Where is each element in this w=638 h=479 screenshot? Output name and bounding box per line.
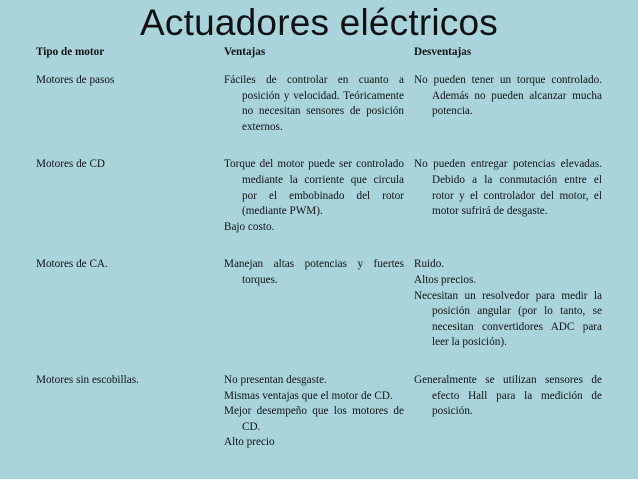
advantages-cell <box>224 67 414 151</box>
motor-type-cell: Motores de CD <box>36 158 105 171</box>
table-row <box>36 251 602 367</box>
table-row <box>36 151 602 251</box>
advantage-item: Mismas ventajas que el motor de CD. <box>224 389 393 402</box>
disadvantage-item: Generalmente se utilizan sensores de efecto Hall para la medición de posición. <box>414 373 602 418</box>
header-motor-type: Tipo de motor <box>36 46 105 58</box>
advantages-cell <box>224 251 414 367</box>
motor-type-cell: Motores de pasos <box>36 74 115 86</box>
table-row <box>36 67 602 151</box>
disadvantage-item: Necesitan un resolvedor para medir la posición angular (por lo tanto, se necesitan convertidores ADC para leer la posición). <box>414 289 602 349</box>
disadvantage-item: Ruido. <box>414 258 445 271</box>
disadvantage-item: No pueden entregar potencias elevadas. Debido a la conmutación entre el rotor y el controlador del motor, el motor sufrirá de desgaste. <box>414 158 602 218</box>
disadvantages-cell <box>414 367 602 467</box>
table-header-row <box>36 40 602 67</box>
advantage-item: No presentan desgaste. <box>224 373 327 386</box>
disadvantages-cell <box>414 151 602 251</box>
slide-title: Actuadores eléctricos <box>140 2 498 43</box>
advantage-item: Alto precio <box>224 436 275 449</box>
advantages-cell <box>224 367 414 467</box>
motor-type-cell: Motores sin escobillas. <box>36 373 139 386</box>
motor-comparison-table <box>36 40 602 467</box>
header-advantages: Ventajas <box>224 46 266 58</box>
disadvantages-cell <box>414 67 602 151</box>
advantage-item: Bajo costo. <box>224 220 275 233</box>
motor-type-cell: Motores de CA. <box>36 258 108 271</box>
table-row <box>36 367 602 467</box>
advantage-item: Fáciles de controlar en cuanto a posición y velocidad. Teóricamente no necesitan sensores de posición externos. <box>224 74 404 133</box>
disadvantage-item: No pueden tener un torque controlado. Además no pueden alcanzar mucha potencia. <box>414 74 602 118</box>
header-disadvantages: Desventajas <box>414 46 472 58</box>
advantage-item: Manejan altas potencias y fuertes torques. <box>224 258 404 286</box>
advantage-item: Torque del motor puede ser controlado mediante la corriente que circula por el embobinado del rotor (mediante PWM). <box>224 158 404 218</box>
advantage-item: Mejor desempeño que los motores de CD. <box>224 405 404 433</box>
disadvantages-cell <box>414 251 602 367</box>
advantages-cell <box>224 151 414 251</box>
disadvantage-item: Altos precios. <box>414 273 477 286</box>
